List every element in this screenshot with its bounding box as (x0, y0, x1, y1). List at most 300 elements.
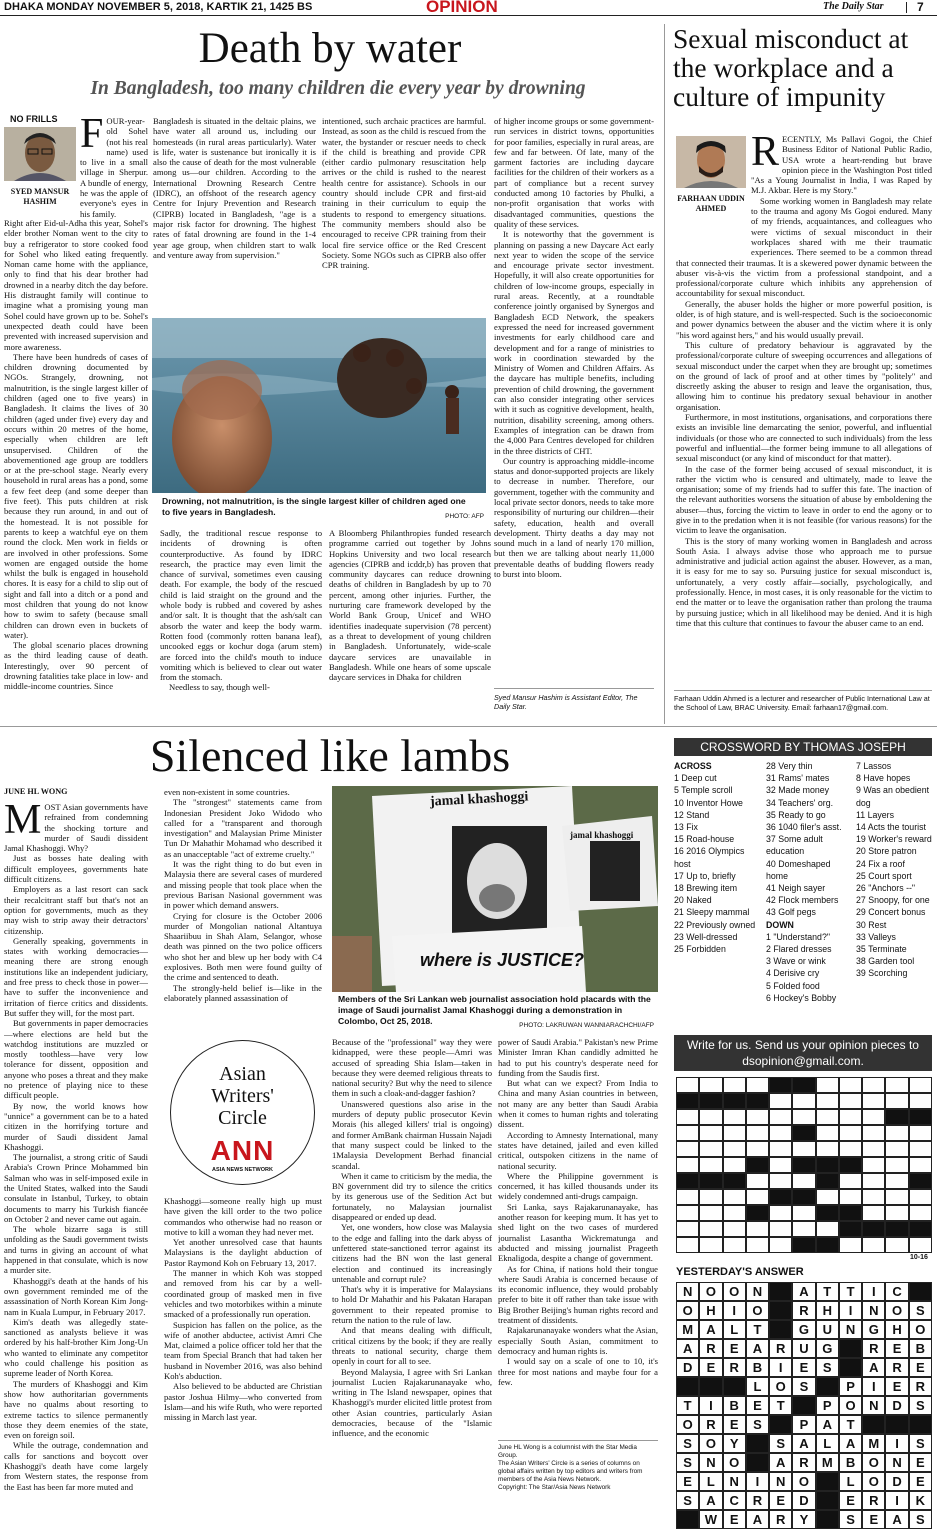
answer-block (676, 1510, 699, 1529)
grid-cell[interactable] (909, 1189, 932, 1205)
answer-letter: A (746, 1339, 769, 1358)
grid-cell[interactable] (676, 1077, 699, 1093)
clue: 5 Temple scroll (674, 785, 733, 796)
paragraph: This is the story of many working women in Bangladesh and across South Asia. I always advise those who approach me to pursue administrative and judicial action against the abuser. However, as a man, it is easy for me to say so. Pursuing justice for sexual misconduct is, unfortunately, a very costly affair—socially, psychologically, and professionally. Hence, in most cases, it is only reasonable for the victim to end the matter or to leave the organisation rather than prolong the trauma by pursuing justice; which in all likelihood may be denied. And it is high time that this culture that continues to favour the abuser came to an end. (676, 535, 932, 628)
grid-cell[interactable] (723, 1125, 746, 1141)
grid-cell[interactable] (676, 1141, 699, 1157)
answer-letter: D (676, 1358, 699, 1377)
paragraph: The manner in which Koh was stopped and removed from his car by a well-coordinated group of masked men in five vehicles and two motorbikes within a minute smacked of a professionally run operation. (164, 1268, 322, 1320)
answer-letter: E (769, 1491, 792, 1510)
clues-across-col1 (674, 760, 762, 955)
clue: 41 Neigh sayer (766, 883, 826, 894)
answer-letter: B (746, 1358, 769, 1377)
answer-letter: E (723, 1339, 746, 1358)
grid-block (792, 1125, 815, 1141)
answer-letter: N (723, 1472, 746, 1491)
grid-cell[interactable] (839, 1237, 862, 1253)
lead-text: OUR-year-old Sohel (not his real name) used to live in a small village in Sherpur. A bundle of energy, he was the apple of everyone's eyes in his family. (80, 116, 148, 219)
write-for-us-text: Write for us. Send us your opinion pieces to (687, 1038, 919, 1052)
grid-cell[interactable] (676, 1109, 699, 1125)
grid-cell[interactable] (839, 1125, 862, 1141)
grid-cell[interactable] (909, 1077, 932, 1093)
grid-cell[interactable] (839, 1173, 862, 1189)
lead-text: OST Asian governments have refrained from condemning the shocking torture and murder of Saudi dissident Jamal Khashoggi. Why? (4, 802, 148, 854)
grid-cell[interactable] (769, 1141, 792, 1157)
clue: 40 Domeshaped home (766, 858, 831, 881)
grid-cell[interactable] (769, 1109, 792, 1125)
grid-cell[interactable] (746, 1173, 769, 1189)
grid-cell[interactable] (769, 1205, 792, 1221)
crossword-grid[interactable] (676, 1077, 932, 1253)
grid-cell[interactable] (676, 1189, 699, 1205)
grid-cell[interactable] (676, 1205, 699, 1221)
grid-cell[interactable] (723, 1221, 746, 1237)
grid-cell[interactable] (699, 1237, 722, 1253)
grid-cell[interactable] (792, 1205, 815, 1221)
answer-letter: O (676, 1301, 699, 1320)
answer-letter: E (909, 1358, 932, 1377)
grid-cell[interactable] (885, 1077, 908, 1093)
answer-letter: S (816, 1358, 839, 1377)
grid-cell[interactable] (862, 1173, 885, 1189)
answer-letter: E (885, 1377, 908, 1396)
write-for-us (674, 1035, 932, 1071)
grid-cell[interactable] (769, 1125, 792, 1141)
answer-block (676, 1377, 699, 1396)
paragraph: even non-existent in some countries. (164, 787, 290, 797)
answer-letter: S (769, 1434, 792, 1453)
bio-divider (674, 690, 932, 691)
answer-letter: I (723, 1301, 746, 1320)
answer-letter: E (792, 1358, 815, 1377)
grid-cell[interactable] (699, 1109, 722, 1125)
grid-cell[interactable] (723, 1205, 746, 1221)
answer-letter: A (699, 1320, 722, 1339)
paragraph: The journalist, a strong critic of Saudi Arabia's Crown Prince Mohammed bin Salman who was in self-imposed exile in the United States, walked into the Saudi consulate in Istanbul, Turkey, to obtain documents to marry his Turkish fiancée on October 2 and never came out again. (4, 1152, 148, 1224)
article1-col2b (160, 528, 322, 712)
answer-letter: B (839, 1453, 862, 1472)
dropcap: F (80, 116, 104, 157)
paragraph: And that means dealing with difficult, critical citizens by the book; if they are really threats to national security, charge them openly in court for all to see. (332, 1325, 492, 1367)
grid-cell[interactable] (816, 1221, 839, 1237)
paragraph: There have been hundreds of cases of children drowning documented by NGOs. Strangely, drowning, not malnutrition, is the single largest killer of children (aged one to five years) in Bangladesh. It claims the lives of 30 children (aged under five) every day and occurs within 20 metres of the home, especially when children are left unsupervised. Children of the abovementioned age group are toddlers or at the pre-school stage. Nearly every household in rural areas has a pond, some a few feet deep (and some deeper than five feet). This puts children at risk because they run around, in and out of the homestead. It is not possible for parents to keep a watchful eye on them round the clock. Men work in fields or are involved in other professions. Some women are engaged outside the home whilst the bulk is engaged in household chores. It is easy for a child to slip out of sight and fall into a ditch or a pond and most children that young do not know how to swim to safety (because small children can drown even in buckets of water). (4, 351, 148, 640)
grid-block (699, 1173, 722, 1189)
author-name: FARHAAN UDDIN AHMED (677, 194, 745, 213)
answer-letter: S (676, 1491, 699, 1510)
grid-cell[interactable] (723, 1109, 746, 1125)
answer-block (909, 1282, 932, 1301)
grid-block (816, 1237, 839, 1253)
answer-block (792, 1396, 815, 1415)
answer-letter: E (885, 1339, 908, 1358)
paragraph: It was the right thing to do but even in Malaysia there are several cases of murdered and missing people that took place when the previous Barisan Nasional government was in power which demand answers. (164, 859, 322, 911)
answer-letter: D (885, 1396, 908, 1415)
grid-block (862, 1221, 885, 1237)
paragraph: Generally, the abuser holds the higher or more powerful position, is older, is of high stature, and is well-respected. Such is the socioeconomic and power dynamics between the abuser and the victim where it is only "his word against hers," and his would usually prevail. (676, 298, 932, 340)
answer-letter: G (816, 1339, 839, 1358)
grid-block (676, 1093, 699, 1109)
answer-letter: E (723, 1510, 746, 1529)
grid-cell[interactable] (885, 1173, 908, 1189)
answer-block (839, 1339, 862, 1358)
article1-photo-credit: PHOTO: AFP (445, 513, 484, 520)
grid-code: 10-16 (910, 1254, 928, 1261)
answer-letter: C (723, 1491, 746, 1510)
answer-letter: T (839, 1415, 862, 1434)
grid-cell[interactable] (676, 1237, 699, 1253)
clue: 31 Rams' mates (766, 773, 830, 784)
answer-letter: M (816, 1453, 839, 1472)
grid-cell[interactable] (723, 1141, 746, 1157)
grid-cell[interactable] (792, 1109, 815, 1125)
answer-letter: P (792, 1415, 815, 1434)
clue: 5 Folded food (766, 980, 820, 991)
answer-block (746, 1453, 769, 1472)
paragraph: As for China, if nations hold their tongue where Saudi Arabia is concerned because of its economic influence, they would probably prefer to bite it off rather than take issue with Big Brother Beijing's human rights record and treatment of dissidents. (498, 1263, 658, 1326)
placard-bottom-text: where is JUSTICE? (420, 950, 585, 970)
grid-cell[interactable] (885, 1205, 908, 1221)
paragraph: While the outrage, condemnation and calls for sanctions and boycott over Khashoggi's death have come largely from Western states, the response from the East has been far more muted and (4, 1440, 148, 1492)
grid-block (699, 1093, 722, 1109)
clue: 26 "Anchors --" (856, 883, 916, 894)
grid-cell[interactable] (885, 1093, 908, 1109)
grid-cell[interactable] (816, 1109, 839, 1125)
clue: 12 Stand (674, 809, 710, 820)
grid-cell[interactable] (723, 1157, 746, 1173)
grid-cell[interactable] (723, 1189, 746, 1205)
grid-cell[interactable] (885, 1141, 908, 1157)
grid-cell[interactable] (816, 1125, 839, 1141)
answer-letter: S (839, 1510, 862, 1529)
clue: 34 Teachers' org. (766, 797, 834, 808)
grid-cell[interactable] (885, 1125, 908, 1141)
grid-cell[interactable] (816, 1077, 839, 1093)
grid-cell[interactable] (699, 1189, 722, 1205)
grid-block (769, 1189, 792, 1205)
grid-cell[interactable] (862, 1077, 885, 1093)
answer-letter: E (699, 1358, 722, 1377)
grid-cell[interactable] (769, 1221, 792, 1237)
bio-divider (494, 688, 654, 689)
answer-letter: M (676, 1320, 699, 1339)
paragraph: Needless to say, though well- (169, 682, 270, 693)
placard-side-text: jamal khashoggi (570, 830, 634, 840)
paragraph: This culture of predatory behaviour is aggravated by the professional/corporate culture of sweeping occurrences and allegations of sexual misconduct under the carpet when they are brought up; sometimes on the ground of lack of proof and at other times by "politely" and discreetly asking the abuser to resign and leave the organisation, thus, allowing him to continue his predatory sexual behaviour in another organisation. (676, 339, 932, 412)
paragraph: That's why it is imperative for Malaysians to hold Dr Mahathir and his Pakatan Harapan government to their repeated promise to return the nation to the rule of law. (332, 1284, 492, 1326)
grid-cell[interactable] (746, 1141, 769, 1157)
clue: 16 2016 Olympics host (674, 846, 745, 869)
answer-letter: O (792, 1472, 815, 1491)
crossword-header: CROSSWORD BY THOMAS JOSEPH (674, 738, 932, 756)
answer-letter: R (769, 1339, 792, 1358)
clue: 18 Brewing item (674, 883, 738, 894)
grid-cell[interactable] (746, 1189, 769, 1205)
answer-letter: O (723, 1453, 746, 1472)
grid-cell[interactable] (816, 1093, 839, 1109)
answer-letter: N (699, 1453, 722, 1472)
grid-cell[interactable] (862, 1109, 885, 1125)
grid-cell[interactable] (839, 1141, 862, 1157)
clue: 28 Very thin (766, 761, 813, 771)
answer-letter: N (676, 1282, 699, 1301)
grid-cell[interactable] (699, 1141, 722, 1157)
clue: 27 Snoopy, for one (856, 895, 930, 906)
masthead-logo: The Daily Star (823, 1, 884, 12)
answer-letter: D (792, 1491, 815, 1510)
paragraph: Furthermore, in most institutions, organisations, and corporations there exists an invisible line demarcating the senior, powerful, and influential individuals (or those who are connected to such individuals) from the less powerful and influential—the former being immune to all allegations of sexual misconduct (or any kind of misconduct for that matter). (676, 412, 932, 464)
clue: 30 Rest (856, 919, 887, 930)
grid-cell[interactable] (746, 1221, 769, 1237)
grid-cell[interactable] (909, 1141, 932, 1157)
grid-cell[interactable] (699, 1157, 722, 1173)
paragraph: Some working women in Bangladesh may relate to the trauma and agony Ms Gogoi endured. Many of my friends, acquaintances, and colleagues who were victims of sexual misconduct in their workplaces shared with me their traumatic experiences. There seemed to be a common thread that connected their traumas. It is a skewered power dynamic between the abuser vis-à-vis the victim from a professional standpoint, and a professional/corporate culture which inhibits any apprehension of accountability for sexual misconduct. (676, 195, 932, 299)
bio-line: June HL Wong is a columnist with the Star Media Group. (498, 1444, 637, 1459)
answer-letter: E (839, 1491, 862, 1510)
grid-cell[interactable] (839, 1093, 862, 1109)
grid-cell[interactable] (885, 1189, 908, 1205)
answer-letter: P (816, 1396, 839, 1415)
article3-author: JUNE HL WONG (4, 787, 68, 796)
page-header (0, 0, 937, 16)
answer-block (816, 1491, 839, 1510)
grid-cell[interactable] (676, 1221, 699, 1237)
answer-letter: T (746, 1320, 769, 1339)
grid-cell[interactable] (723, 1077, 746, 1093)
grid-cell[interactable] (909, 1237, 932, 1253)
answer-letter: I (699, 1396, 722, 1415)
answer-block (816, 1377, 839, 1396)
grid-cell[interactable] (699, 1125, 722, 1141)
grid-cell[interactable] (909, 1157, 932, 1173)
grid-cell[interactable] (676, 1125, 699, 1141)
grid-block (792, 1077, 815, 1093)
grid-cell[interactable] (746, 1077, 769, 1093)
answer-letter: T (816, 1282, 839, 1301)
clue: 35 Terminate (856, 944, 907, 955)
grid-cell[interactable] (792, 1093, 815, 1109)
paragraph: The strongly-held belief is—like in the elaborately planned assassination of (164, 982, 322, 1003)
paragraph: Our country is approaching middle-income status and donor-supported projects are likely to decrease in number. Therefore, our government, together with the community and local private sector donors, needs to take more responsibility of nurturing our children—their safety, education, health and overall development. Thirty deaths a day may not sound much in a land of nearly 170 million, but then we are talking about nearly 11,000 preventable deaths of budding flowers ready to burst into bloom. (494, 455, 654, 580)
answer-letter: E (723, 1415, 746, 1434)
article1-col3b (329, 528, 491, 712)
answer-letter: S (909, 1301, 932, 1320)
paragraph: Unanswered questions also arise in the murders of deputy public prosecutor Kevin Morais (his alleged killers' trial is ongoing) and former AmBank chairman Hussain Najadi that many suspect could be linked to the 1Malaysia Development Berhad financial scandal. (332, 1098, 492, 1171)
grid-cell[interactable] (862, 1157, 885, 1173)
paragraph: Sri Lanka, says Rajakarunanayake, has another reason for keeping mum. It has yet to shed light on the two cases of murdered journalist Lasantha Wickrematunga and abducted and missing journalist Prageeth Eknaligoda, despite a change of government. (498, 1201, 658, 1264)
answer-letter: H (699, 1301, 722, 1320)
clue: 10 Inventor Howe (674, 797, 743, 808)
grid-cell[interactable] (699, 1077, 722, 1093)
grid-block (792, 1189, 815, 1205)
paragraph: Khashoggi's death at the hands of his own government reminded me of the assassination of North Korean Kim Jong-nam in Kuala Lumpur, in February 2017. (4, 1275, 148, 1317)
answer-letter: O (746, 1301, 769, 1320)
paragraph: Just as bosses hate dealing with difficult employees, governments hate difficult citizens. (4, 853, 148, 885)
article1-col2 (153, 116, 316, 312)
grid-block (676, 1173, 699, 1189)
paragraph: Employers as a last resort can sack their recalcitrant staff but that's not an option for governments, much as they may wish to strip away their detractors' citizenship. (4, 884, 148, 936)
answer-letter: E (909, 1453, 932, 1472)
author-name: SYED MANSUR HASHIM (10, 187, 70, 206)
grid-cell[interactable] (816, 1189, 839, 1205)
grid-cell[interactable] (769, 1237, 792, 1253)
paragraph: Sadly, the traditional rescue response to incidents of drowning is often counterproductive. As found by IDRC research, the practice may even limit the chance of survival, sometimes even causing death. For example, the body of the rescued child is laid straight on the ground and the whole body is rubbed and covered by ashes and/or salt. It is thought that the ash/salt can absorb the water and keep the body warm. Rotten food (commonly rotten banana leaf), uncooked eggs or kochur doga (arum stem) are forced into the child's mouth to induce vomiting which is believed to clear out water from the stomach. (160, 528, 322, 683)
answer-letter: A (746, 1510, 769, 1529)
clue: 21 Sleepy mammal (674, 907, 750, 918)
grid-cell[interactable] (816, 1141, 839, 1157)
answer-letter: O (699, 1434, 722, 1453)
answer-letter: E (676, 1472, 699, 1491)
answer-letter: R (699, 1415, 722, 1434)
grid-block (839, 1157, 862, 1173)
grid-cell[interactable] (862, 1205, 885, 1221)
grid-cell[interactable] (862, 1189, 885, 1205)
article1-col1-lead (80, 116, 148, 226)
clue: 2 Flared dresses (766, 944, 832, 955)
answer-letter: S (792, 1377, 815, 1396)
answer-letter: I (746, 1472, 769, 1491)
answer-letter: P (839, 1377, 862, 1396)
answer-letter: A (862, 1358, 885, 1377)
answer-letter: U (792, 1339, 815, 1358)
grid-cell[interactable] (909, 1125, 932, 1141)
article2-title: Sexual misconduct at the workplace and a culture of impunity (673, 23, 909, 112)
grid-cell[interactable] (746, 1125, 769, 1141)
grid-cell[interactable] (792, 1141, 815, 1157)
answer-letter: O (885, 1301, 908, 1320)
grid-cell[interactable] (769, 1157, 792, 1173)
header-divider (906, 2, 907, 13)
asian-writers-circle-logo (170, 1040, 315, 1185)
grid-cell[interactable] (746, 1109, 769, 1125)
answer-letter: E (909, 1472, 932, 1491)
article1-deck: In Bangladesh, too many children die every year by drowning (90, 78, 586, 99)
article3-photo-credit: PHOTO: LAKRUWAN WANNIARACHCHI/AFP (519, 1022, 654, 1029)
grid-block (792, 1157, 815, 1173)
grid-cell[interactable] (862, 1237, 885, 1253)
answer-grid (676, 1282, 932, 1527)
answer-letter: O (909, 1320, 932, 1339)
answer-letter: Y (792, 1510, 815, 1529)
clue: 24 Fix a roof (856, 858, 905, 869)
grid-cell[interactable] (769, 1093, 792, 1109)
clue: 33 Valleys (856, 931, 896, 942)
answer-block (839, 1358, 862, 1377)
answer-block (723, 1377, 746, 1396)
grid-cell[interactable] (885, 1237, 908, 1253)
answer-letter: S (676, 1434, 699, 1453)
paragraph: When it came to criticism by the media, the BN government did try to silence the critics by its generous use of the Sedition Act but fortunately, no Malaysian journalist disappeared or ended up dead. (332, 1170, 492, 1223)
answer-letter: R (862, 1339, 885, 1358)
yesterday-answer-title: YESTERDAY'S ANSWER (676, 1266, 804, 1278)
grid-cell[interactable] (792, 1221, 815, 1237)
answer-letter: L (816, 1434, 839, 1453)
answer-letter: I (839, 1301, 862, 1320)
email[interactable]: dsopinion@gmail.com. (742, 1054, 864, 1068)
article1-caption: Drowning, not malnutrition, is the single largest killer of children aged one to five years in Bangladesh. (162, 496, 466, 517)
clue: 22 Previously owned (674, 919, 756, 930)
grid-cell[interactable] (676, 1157, 699, 1173)
clue: 15 Road-house (674, 834, 735, 845)
ann-logo: ANN (210, 1135, 275, 1166)
grid-cell[interactable] (746, 1237, 769, 1253)
answer-letter: B (909, 1339, 932, 1358)
paragraph: Right after Eid-ul-Adha this year, Sohel's elder brother Noman went to the city to buy a refrigerator to store cooked food for Sohel who liked eating frequently. Noman came home with the appliance, only to find that his dear brother had drowned in a nearby ditch the day before. His distraught family will continue to imagine what a promising young man Sohel could have grown up to be. Sohel's unexpected death could have been prevented with increased supervision and more awareness. (4, 218, 148, 352)
clue: 36 1040 filer's asst. (766, 822, 842, 833)
paragraph: intentioned, such archaic practices are harmful. Instead, as soon as the child is rescued from the water, the bystander or rescuer needs to check if the child is breathing and provide CPR (either cardio pulmonary resuscitation help arrives or the child is rushed to the nearest health centre for assistance). Schools in our country should include CPR and first-aid training in their curriculum to equip the students to respond to emergency situations. The community members should also be encouraged to receive CPR training from their local fire service office or the Red Crescent Society. Some NGOs such as CIPRB also offer CPR training. (322, 116, 486, 271)
article1-title: Death by water (198, 25, 462, 72)
grid-cell[interactable] (699, 1221, 722, 1237)
answer-letter: R (909, 1377, 932, 1396)
grid-cell[interactable] (862, 1093, 885, 1109)
paragraph: Yet another unresolved case that haunts Malaysians is the daylight abduction of Pastor Raymond Koh on February 13, 2017. (164, 1237, 322, 1268)
grid-cell[interactable] (769, 1173, 792, 1189)
answer-letter: B (723, 1396, 746, 1415)
clue: 43 Golf pegs (766, 907, 816, 918)
answer-letter: S (909, 1510, 932, 1529)
clues-down-col3 (856, 760, 936, 980)
paragraph: In the case of the former being accused of sexual misconduct, it is rather the victim who is censured and ultimately, made to leave the organisation; some of my friends had to suffer this fate. The inaction of the relevant authorities worsens the situation of abuse by emboldening the abuser—thus, forcing the victim to leave in order to end the agony or to give in to the predation when it is not feasible (for various reasons) for the victim to leave the organisation. (676, 463, 932, 536)
grid-cell[interactable] (885, 1157, 908, 1173)
article3-col1 (4, 802, 148, 1498)
grid-block (769, 1077, 792, 1093)
grid-cell[interactable] (839, 1189, 862, 1205)
grid-block (839, 1221, 862, 1237)
ann-subtext: ASIA NEWS NETWORK (212, 1167, 273, 1173)
article3-col3 (332, 1037, 492, 1498)
answer-letter: O (723, 1282, 746, 1301)
clue: 13 Fix (674, 822, 698, 833)
grid-cell[interactable] (909, 1093, 932, 1109)
column-tag: NO FRILLS (10, 114, 58, 124)
grid-cell[interactable] (792, 1173, 815, 1189)
grid-block (909, 1173, 932, 1189)
grid-cell[interactable] (862, 1141, 885, 1157)
answer-letter: R (792, 1453, 815, 1472)
clue: 14 Acts the tourist (856, 822, 926, 833)
lead-text: ECENTLY, Ms Pallavi Gogoi, the Chief Business Editor of National Public Radio, USA wrote a heart-rending but brave opinion piece in the Washington Post titled "As a Young Journalist in India, I was Raped by M.J. Akbar. Here is my Story." (751, 134, 932, 196)
answer-block (769, 1320, 792, 1339)
paragraph: Because of the "professional" way they were kidnapped, were these people—Amri was accused of spreading Shia Islam—taken in because they were deemed religious threats to national security? But why the need to silence them in such a cloak-and-dagger fashion? (332, 1037, 492, 1099)
grid-cell[interactable] (723, 1237, 746, 1253)
clue: 32 Made money (766, 785, 830, 796)
answer-letter: R (769, 1510, 792, 1529)
page-number: 7 (917, 0, 924, 14)
bio-line: The Asian Writers' Circle is a series of columns on global affairs written by top editors and writers from members of the Asia News Network. (498, 1460, 643, 1483)
answer-letter: R (792, 1301, 815, 1320)
paragraph: According to Amnesty International, many states have detained, jailed and even killed critical, outspoken citizens in the name of national security. (498, 1129, 658, 1171)
paragraph: The global scenario places drowning as the third leading cause of death. Interestingly, over 90 percent of drowning fatalities take place in low- and middle-income countries. Since (4, 640, 148, 692)
answer-letter: R (885, 1358, 908, 1377)
clue: 42 Flock members (766, 895, 839, 906)
grid-cell[interactable] (839, 1077, 862, 1093)
grid-cell[interactable] (699, 1205, 722, 1221)
paragraph: Khashoggi—someone really high up must have given the kill order to the two police commandos who otherwise had no reason or motive to kill a woman they had never met. (164, 1196, 322, 1237)
paragraph: Where the Philippine government is concerned, it has killed thousands under its widely condemned anti-drugs campaign. (498, 1170, 658, 1202)
clue: 19 Worker's reward (856, 834, 932, 845)
article3-col2b (164, 1196, 322, 1498)
grid-cell[interactable] (862, 1125, 885, 1141)
answer-block (699, 1377, 722, 1396)
grid-cell[interactable] (909, 1205, 932, 1221)
grid-cell[interactable] (839, 1109, 862, 1125)
answer-letter: N (862, 1396, 885, 1415)
paragraph: Yet, one wonders, how close was Malaysia to the edge and falling into the dark abyss of unfettered state-sanctioned terror against its citizens had the BN won the last general election and continued its increasingly untenable and corrupt rule? (332, 1222, 492, 1284)
clue: 17 Up to, briefly (674, 870, 736, 881)
column-divider (664, 24, 665, 724)
article3-col4 (498, 1037, 658, 1437)
answer-letter: I (885, 1491, 908, 1510)
paragraph: Beyond Malaysia, I agree with Sri Lankan journalist Lucien Rajakarunanayake who, writing in The Island newspaper, opines that Khashoggi's murder elicited little protest from other Asian countries, particularly Asian democracies, because of the "Islamic influence, and the economic (332, 1366, 492, 1439)
